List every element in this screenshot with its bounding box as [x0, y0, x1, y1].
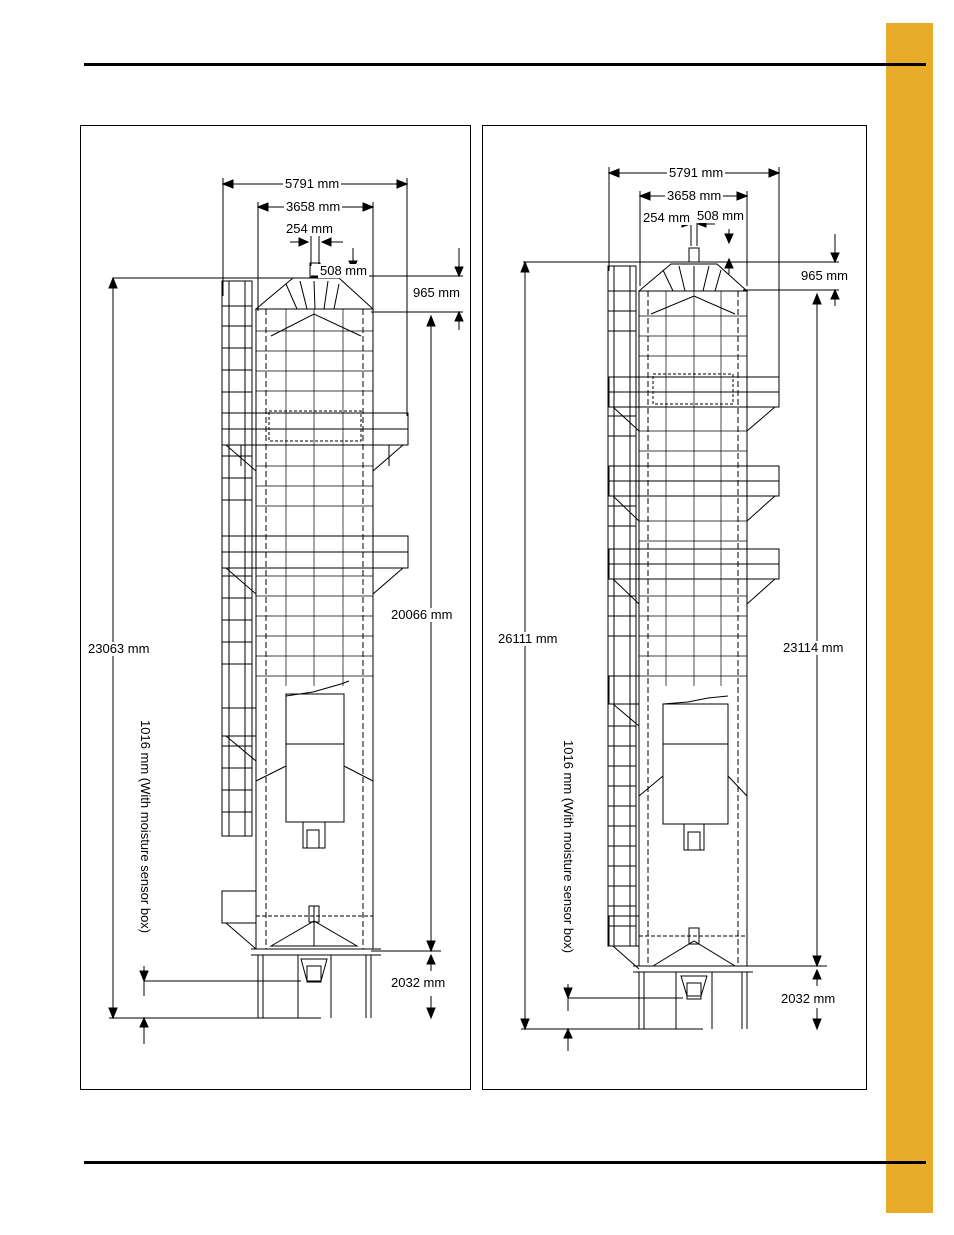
overall-width-dimension: 5791 mm — [285, 176, 340, 191]
base-height-dimension: 2032 mm — [391, 975, 446, 990]
figure-right-panel — [482, 125, 867, 1090]
cap-width-dimension: 254 mm — [643, 210, 690, 225]
cap-height-dimension: 508 mm — [320, 263, 367, 278]
total-height-dimension: 26111 mm — [498, 631, 558, 646]
column-height-dimension: 23114 mm — [783, 640, 844, 655]
column-height-dimension: 20066 mm — [391, 607, 453, 622]
bin-width-dimension: 3658 mm — [286, 199, 341, 214]
header-rule — [84, 63, 926, 66]
cap-height-dimension: 508 mm — [697, 208, 744, 223]
sensor-note: 1016 mm (With moisture sensor box) — [561, 740, 576, 954]
bin-width-dimension: 3658 mm — [667, 188, 722, 203]
section-tab — [886, 23, 933, 1213]
figure-left-panel — [80, 125, 471, 1090]
overall-width-dimension: 5791 mm — [669, 165, 724, 180]
base-height-dimension: 2032 mm — [781, 991, 836, 1006]
footer-rule — [84, 1161, 926, 1164]
roof-height-dimension: 965 mm — [413, 285, 460, 300]
total-height-dimension: 23063 mm — [88, 641, 150, 656]
sensor-note: 1016 mm (With moisture sensor box) — [138, 720, 153, 934]
roof-height-dimension: 965 mm — [801, 268, 848, 283]
cap-width-dimension: 254 mm — [286, 221, 333, 236]
